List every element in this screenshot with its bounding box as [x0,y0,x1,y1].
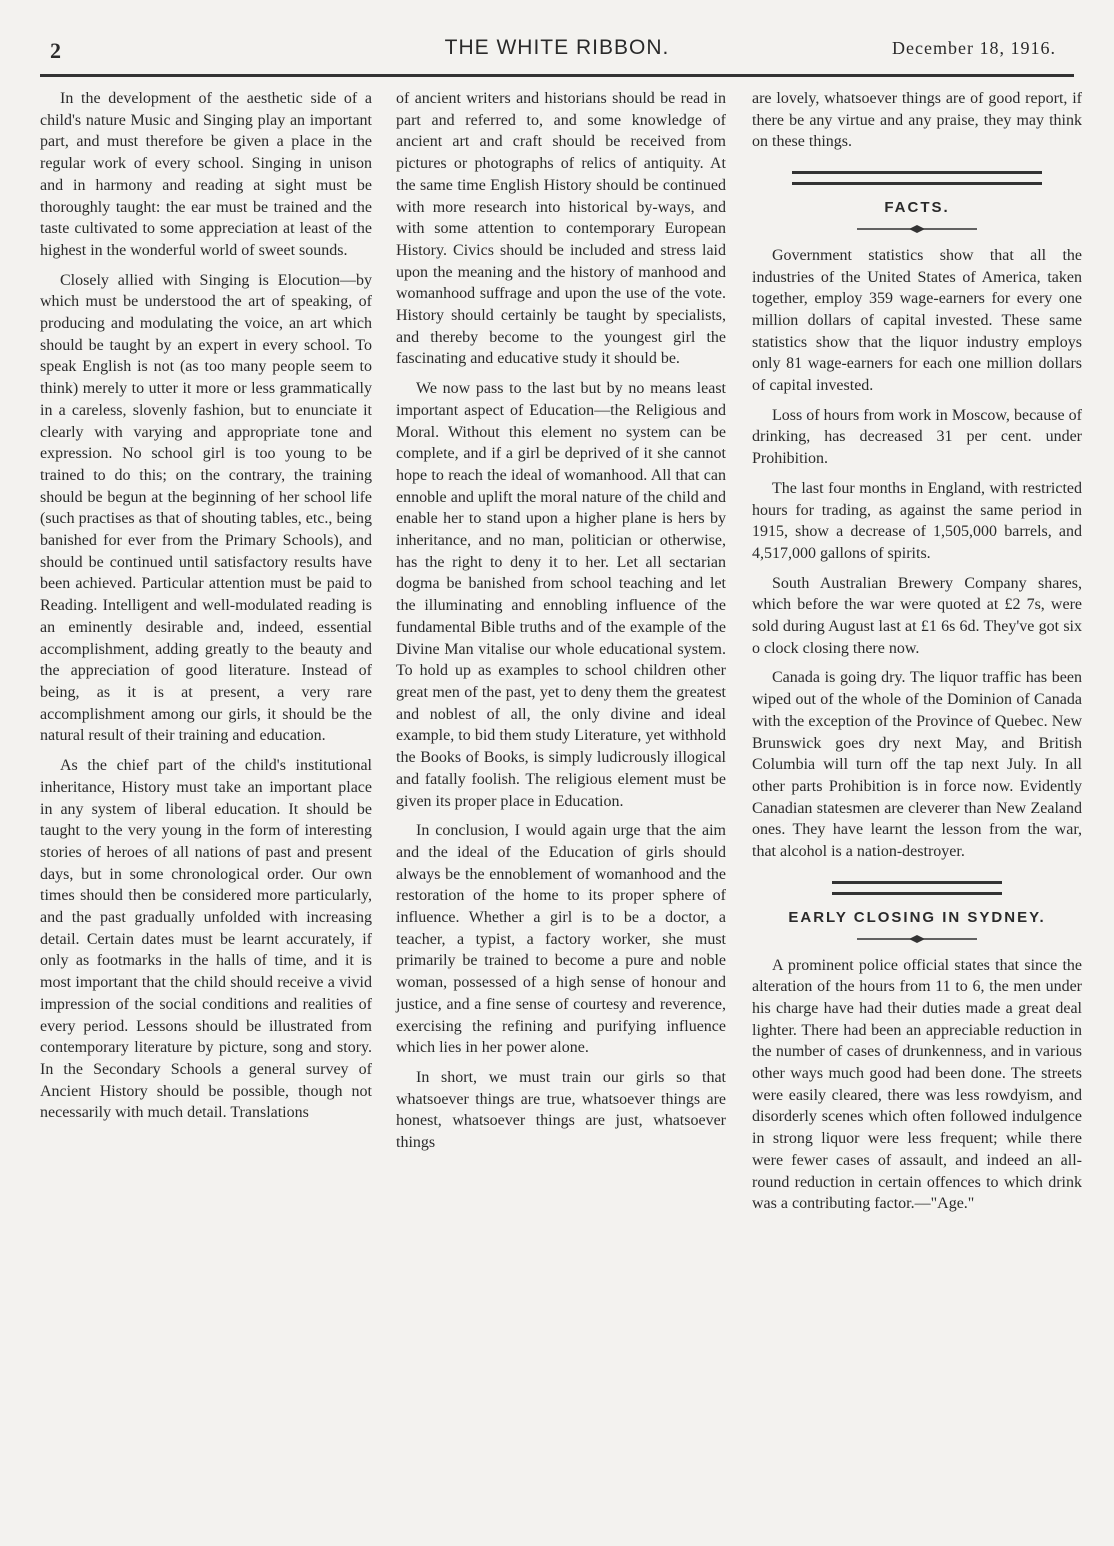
header-rule [40,74,1074,77]
issue-date: December 18, 1916. [892,38,1056,58]
paragraph-conclusion: In conclusion, I would again urge that the aim and the ideal of the Education of girls should always be the ennoblement of womanhood and the restoration of the home to its proper sphere of influence. Whether a girl is to be a doctor, a teacher, a typist, a factory worker, she must primarily be trained to become a pure and noble woman, possessed of a high sense of honour and justice, and a fine sense of courtesy and reverence, exercising the refining and purifying influence which lies in her power alone. [396,822,726,1057]
early-closing-paragraph: A prominent police official states that since the alteration of the hours from 11 to 6, the men under his charge have had their duties made a great deal lighter. There had been an appreciable reduction in the number of cases of drunkenness, and in various other ways much good had been done. The streets were easily cleared, there was less rowdyism, and disorderly scenes which often followed indulgence in strong liquor were less frequent; while there were fewer cases of assault, and indeed an all-round reduction in certain offences to which drink was a contributing factor.—"Age." [752,956,1082,1213]
fact-us-industries: Government statistics show that all the industries of the United States of America, taken together, employ 359 wage-earners for every one million dollars of capital invested. These same statistics show that the liquor industry employs only 81 wage-earners for each one million dollars of capital invested. [752,246,1082,395]
column-2 [396,88,726,1162]
paragraph-in-short: In short, we must train our girls so that whatsoever things are true, whatsoever things are honest, whatsoever things are just, whatsoever things [396,1068,726,1152]
page-header [40,34,1074,64]
fact-south-australia: South Australian Brewery Company shares, which before the war were quoted at £2 7s, were sold during August last at £1 6s 6d. They've got six o clock closing there now. [752,574,1082,657]
paragraph-history: As the chief part of the child's institutional inheritance, History must take an important place in any system of liberal education. It should be taught to the very young in the form of interesting stories of heroes of all nations of past and present days, but in some chronological order. Our own times should then be considered more particularly, and the past gradually unfolded with increasing detail. Certain dates must be learnt accurately, if only as footmarks in the halls of time, and it is most important that the child should receive a vivid impression of the social conditions and realities of every period. Lessons should be illustrated from contemporary literature by picture, song and story. In the Secondary Schools a general survey of Ancient History should be possible, though not necessarily with much detail. Translations [40,757,372,1122]
page-number: 2 [50,38,61,63]
paragraph-whatsoever-continued: are lovely, whatsoever things are of good report, if there be any virtue and any praise, they may think on these things. [752,90,1082,151]
early-closing-heading: EARLY CLOSING IN SYDNEY. [788,908,1046,926]
paragraph-elocution: Closely allied with Singing is Elocution—by which must be understood the art of speaking, of producing and modulating the voice, an art which should be taught by an expert in every school. To speak English is not (as too many people seem to think) merely to utter it more or less grammatically in a careless, slovenly fashion, but to enunciate it clearly with varying and appropriate tone and expression. No school girl is too young to be trained to do this; on the contrary, the training should be begun at the beginning of her school life (such practises as that of shouting tables, etc., being banished for ever from the Primary Schools), and should be continued until satisfactory results have been achieved. Particular attention must be paid to Reading. Intelligent and well-modulated reading is an eminently desirable and, indeed, essential accomplishment, adding greatly to the beauty and the appreciation of good literature. Instead of being, as it is at present, a very rare accomplishment among our girls, it should be the natural result of their training and education. [40,271,372,745]
fact-canada: Canada is going dry. The liquor traffic has been wiped out of the whole of the Dominion of Canada with the exception of the Province of Quebec. New Brunswick goes dry next May, and British Columbia will turn off the tap next July. In all other parts Prohibition is in force now. Evidently Canadian statesmen are cleverer than New Zealand ones. They have learnt the lesson from the war, that alcohol is a nation-destroyer. [752,669,1082,861]
section-divider [832,881,1002,895]
column-3 [752,88,1082,1223]
ornament-rule-icon [857,225,977,233]
publication-title: THE WHITE RIBBON. [444,36,670,59]
fact-england: The last four months in England, with restricted hours for trading, as against the same period in 1915, show a decrease of 1,505,000 barrels, and 4,517,000 gallons of spirits. [752,479,1082,562]
fact-moscow: Loss of hours from work in Moscow, because of drinking, has decreased 31 per cent. under Prohibition. [752,406,1082,468]
paragraph-history-continued: of ancient writers and historians should be read in part and referred to, and some knowledge of ancient art and craft should be received from pictures or photographs of relics of antiquity. At the same time English History should be continued with more research into historical by-ways, and with some attention to contemporary European History. Civics should be included and stress laid upon the meaning and the history of manhood and womanhood suffrage and upon the use of the vote. History should certainly be taught by specialists, and thereby become to the youngest girl the fascinating and educative study it should be. [396,90,726,368]
column-1 [40,88,372,1132]
paragraph-religious-moral: We now pass to the last but by no means least important aspect of Education—the Religious and Moral. Without this element no system can be complete, and if a girl be deprived of it she cannot hope to reach the ideal of womanhood. All that can ennoble and uplift the moral nature of the child and enable her to stand upon a higher plane is hers by inheritance, and no man, politician or otherwise, has the right to deny it to her. Let all sectarian dogma be banished from school teaching and let the illuminating and ennobling influence of the fundamental Bible truths and of the example of the Divine Man vitalise our whole educational system. To hold up as examples to school children other great men of the past, yet to deny them the greatest and noblest of all, the only divine and ideal example, to bid them study Literature, yet withhold the Books of Books, is simply ludicrously illogical and fatally foolish. The religious element must be given its proper place in Education. [396,380,726,810]
ornament-rule-icon [857,935,977,943]
facts-heading: FACTS. [884,199,950,217]
section-divider [792,171,1042,185]
paragraph-music: In the development of the aesthetic side of a child's nature Music and Singing play an important part, and must therefore be given a place in the regular work of every school. Singing in unison and in harmony and reading at sight must be thoroughly taught: the ear must be trained and the taste cultivated to some appreciation at least of the highest in the wonderful world of sweet sounds. [40,90,372,259]
